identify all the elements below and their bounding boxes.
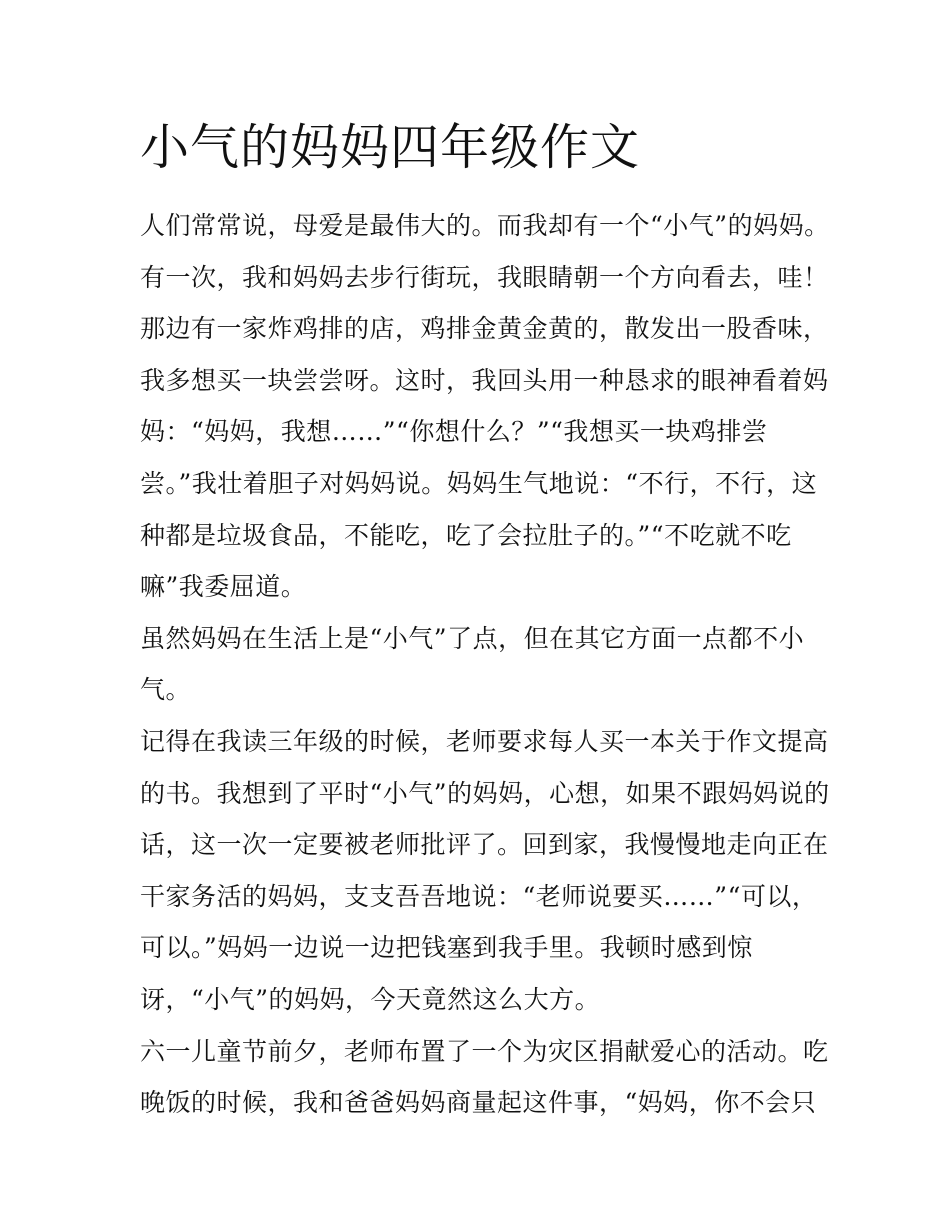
text-line: 种都是垃圾食品，不能吃，吃了会拉肚子的。”“不吃就不吃: [140, 520, 792, 550]
text-line: 气。: [140, 675, 192, 705]
text-line: 嘛”我委屈道。: [140, 572, 307, 602]
text-line: 讶，“小气”的妈妈，今天竟然这么大方。: [140, 984, 601, 1014]
text-line: 虽然妈妈在生活上是“小气”了点，但在其它方面一点都不小: [140, 623, 805, 653]
text-line: 干家务活的妈妈，支支吾吾地说：“老师说要买……”“可以，: [140, 881, 818, 911]
text-line: 记得在我读三年级的时候，老师要求每人买一本关于作文提高: [140, 726, 829, 756]
text-line: 晚饭的时候，我和爸爸妈妈商量起这件事，“妈妈，你不会只: [140, 1088, 817, 1118]
text-line: 人们常常说，母爱是最伟大的。而我却有一个“小气”的妈妈。: [140, 211, 830, 240]
text-line: 尝。”我壮着胆子对妈妈说。妈妈生气地说：“不行，不行，这: [140, 468, 818, 498]
text-line: 那边有一家炸鸡排的店，鸡排金黄金黄的，散发出一股香味，: [140, 314, 829, 344]
text-line: 的书。我想到了平时“小气”的妈妈，心想，如果不跟妈妈说的: [140, 778, 830, 808]
text-line: 六一儿童节前夕，老师布置了一个为灾区捐献爱心的活动。吃: [140, 1036, 829, 1066]
text-line: 可以。”妈妈一边说一边把钱塞到我手里。我顿时感到惊: [140, 933, 753, 963]
text-line: 妈：“妈妈，我想……”“你想什么？”“我想买一块鸡排尝: [140, 417, 768, 447]
document-body: [140, 200, 830, 1129]
text-line: 有一次，我和妈妈去步行街玩，我眼睛朝一个方向看去，哇！: [140, 262, 829, 292]
text-line: 我多想买一块尝尝呀。这时，我回头用一种恳求的眼神看着妈: [140, 365, 829, 395]
text-line: 话，这一次一定要被老师批评了。回到家，我慢慢地走向正在: [140, 830, 829, 860]
document-title: 小气的妈妈四年级作文: [140, 119, 641, 176]
